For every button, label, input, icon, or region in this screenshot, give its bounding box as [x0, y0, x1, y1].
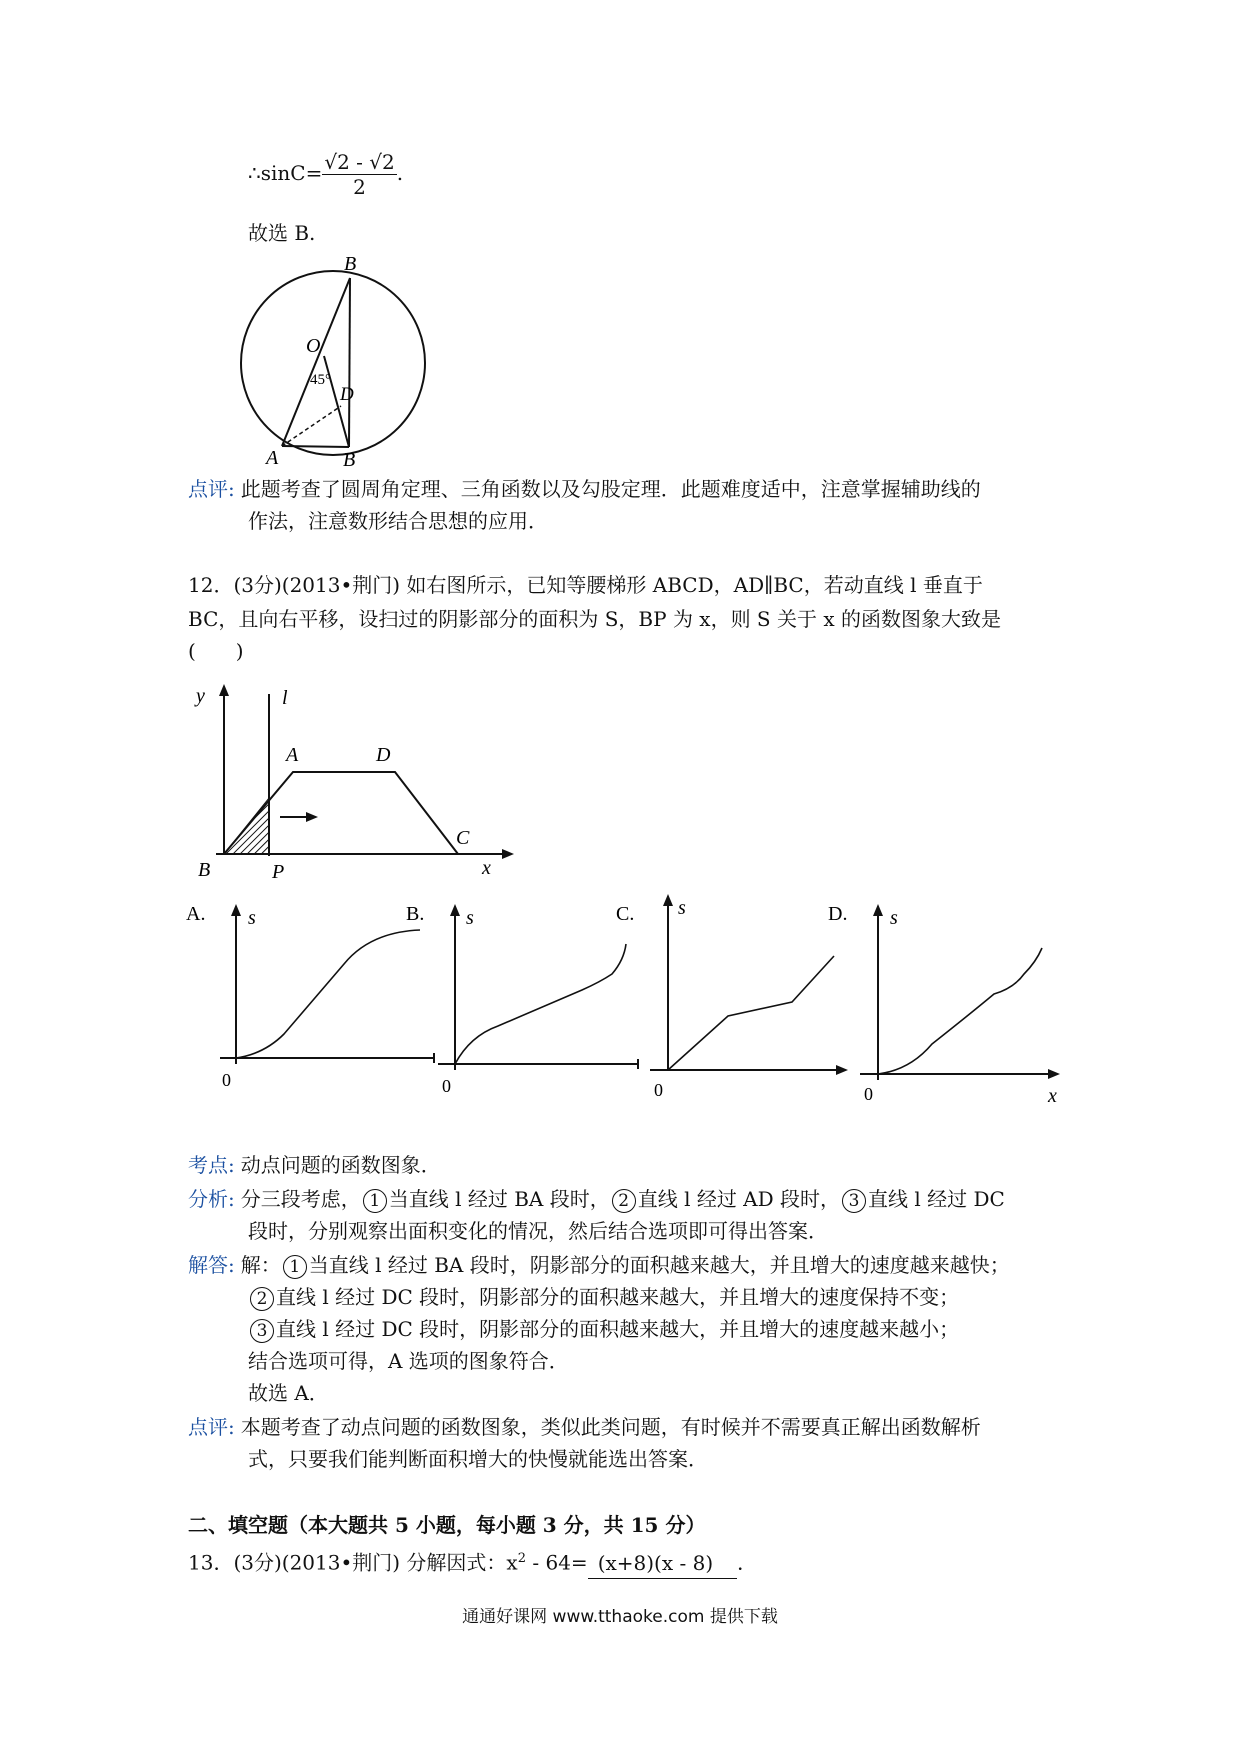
fenxi-text-d: 直线 l 经过 DC: [868, 1187, 1005, 1211]
sin-result: [248, 150, 403, 199]
page-footer: 通通好课网 www.tthaoke.com 提供下载: [462, 1607, 778, 1627]
q13-suffix: ．: [737, 1550, 758, 1575]
label-d: D: [340, 384, 354, 405]
option-a-s: s: [248, 907, 256, 929]
circle: [241, 271, 425, 455]
sin-suffix: .: [396, 161, 404, 185]
label-a: A: [266, 447, 279, 468]
option-c-origin: 0: [654, 1080, 663, 1100]
option-d-y-arrow: [873, 904, 883, 916]
option-a-letter: A.: [186, 903, 206, 925]
label-o: O: [306, 335, 321, 357]
label-c: B: [344, 253, 357, 275]
segment-ac: [282, 278, 350, 446]
fenxi-text-a: 分三段考虑，: [240, 1187, 361, 1211]
label-a: A: [286, 744, 299, 766]
option-d-origin: 0: [864, 1084, 873, 1104]
option-b-s: s: [466, 907, 474, 929]
label-d: D: [376, 744, 391, 766]
label-b: B: [198, 859, 211, 880]
jieda-line5: 故选 A．: [248, 1381, 329, 1405]
segment-ab: [282, 446, 349, 447]
label-l: l: [282, 687, 288, 709]
circled-3-a: 3: [842, 1189, 866, 1213]
q12-stem-line1: 12．(3分)(2013•荆门) 如右图所示，已知等腰梯形 ABCD，AD∥BC，若动直线 l 垂直于: [188, 573, 983, 597]
q12-stem-line3: ( ): [188, 639, 244, 663]
fenxi-line1: [188, 1184, 1005, 1214]
option-c-y-arrow: [663, 894, 673, 906]
fenxi-text-c: 直线 l 经过 AD 段时，: [637, 1187, 841, 1211]
fenxi-line2: 段时，分别观察出面积变化的情况，然后结合选项即可得出答案．: [248, 1219, 828, 1243]
dianping-line1: [188, 1412, 981, 1442]
kaodian-line: [188, 1150, 441, 1180]
option-b-letter: B.: [406, 903, 425, 925]
q13-mid: - 64=: [526, 1550, 588, 1575]
sin-numerator: √2 - √2: [324, 150, 395, 174]
fenxi-text-b: 当直线 l 经过 BA 段时，: [388, 1187, 610, 1211]
option-graphs: [180, 890, 1120, 1120]
x-axis-arrow: [502, 849, 514, 859]
move-arrowhead: [306, 812, 318, 822]
option-a-origin: 0: [222, 1070, 231, 1090]
fenxi-label: 分析:: [188, 1187, 235, 1211]
sin-prefix: ∴sinC=: [248, 161, 323, 185]
comment-label: 点评:: [188, 477, 235, 501]
dianping-text: 本题考查了动点问题的函数图象，类似此类问题，有时候并不需要真正解出函数解析: [240, 1415, 981, 1439]
jieda-line3: [248, 1314, 959, 1344]
circled-1-a: 1: [363, 1189, 387, 1213]
sin-denominator: 2: [353, 175, 366, 199]
label-c: C: [456, 827, 470, 849]
option-d-letter: D.: [828, 903, 848, 925]
label-45: 45°: [310, 372, 331, 388]
jieda-text-2: 直线 l 经过 DC 段时，阴影部分的面积越来越大，并且增大的速度保持不变；: [276, 1285, 960, 1309]
option-c-curve: [668, 956, 834, 1070]
comment-text: 此题考查了圆周角定理、三角函数以及勾股定理．此题难度适中，注意掌握辅助线的: [240, 477, 981, 501]
kaodian-text: 动点问题的函数图象．: [240, 1153, 441, 1177]
circle-figure: [240, 248, 440, 468]
q13-sup: 2: [517, 1551, 526, 1566]
label-b: B: [343, 449, 356, 468]
label-p: P: [272, 861, 285, 880]
label-y: y: [196, 685, 205, 707]
section2-heading: 二、填空题（本大题共 5 小题，每小题 3 分，共 15 分）: [188, 1513, 706, 1537]
q13-line: [188, 1544, 757, 1579]
q11-answer: 故选 B.: [248, 221, 316, 245]
jieda-line1: [188, 1250, 1010, 1280]
q11-comment-line2: 作法，注意数形结合思想的应用．: [248, 509, 548, 533]
option-b-y-arrow: [450, 904, 460, 916]
kaodian-label: 考点:: [188, 1153, 235, 1177]
q12-stem-line2: BC，且向右平移，设扫过的阴影部分的面积为 S，BP 为 x，则 S 关于 x 的函数图象大致是: [188, 607, 1001, 631]
option-c-x-arrow: [836, 1065, 848, 1075]
circled-2-a: 2: [612, 1189, 636, 1213]
circled-1-b: 1: [283, 1255, 307, 1279]
jieda-line4: 结合选项可得，A 选项的图象符合．: [248, 1349, 569, 1373]
dianping-line2: 式，只要我们能判断面积增大的快慢就能选出答案．: [248, 1447, 708, 1471]
option-d-x-arrow: [1048, 1069, 1060, 1079]
y-axis-arrow: [219, 684, 229, 696]
option-c-s: s: [678, 897, 686, 919]
option-a-curve: [236, 930, 420, 1058]
circled-3-b: 3: [250, 1319, 274, 1343]
jieda-text-1: 当直线 l 经过 BA 段时，阴影部分的面积越来越大，并且增大的速度越来越快；: [308, 1253, 1010, 1277]
option-d-curve: [878, 948, 1042, 1074]
jieda-prefix: 解：: [240, 1253, 281, 1277]
option-b-origin: 0: [442, 1076, 451, 1096]
jieda-label: 解答:: [188, 1253, 235, 1277]
option-b-curve: [455, 944, 626, 1064]
circled-2-b: 2: [250, 1287, 274, 1311]
dianping-label: 点评:: [188, 1415, 235, 1439]
q13-answer: (x+8)(x - 8): [588, 1548, 737, 1579]
trapezoid-figure: [180, 680, 520, 880]
option-a-y-arrow: [231, 904, 241, 916]
label-x: x: [482, 857, 491, 879]
option-d-x-label: x: [1048, 1085, 1057, 1107]
sin-fraction: [322, 150, 396, 199]
q13-prefix: 13．(3分)(2013•荆门) 分解因式：x: [188, 1550, 518, 1575]
q11-comment-line1: [188, 474, 981, 504]
option-d-s: s: [890, 907, 898, 929]
option-c-letter: C.: [616, 903, 635, 925]
jieda-text-3: 直线 l 经过 DC 段时，阴影部分的面积越来越大，并且增大的速度越来越小；: [276, 1317, 960, 1341]
jieda-line2: [248, 1282, 959, 1312]
segment-cb: [349, 278, 350, 447]
